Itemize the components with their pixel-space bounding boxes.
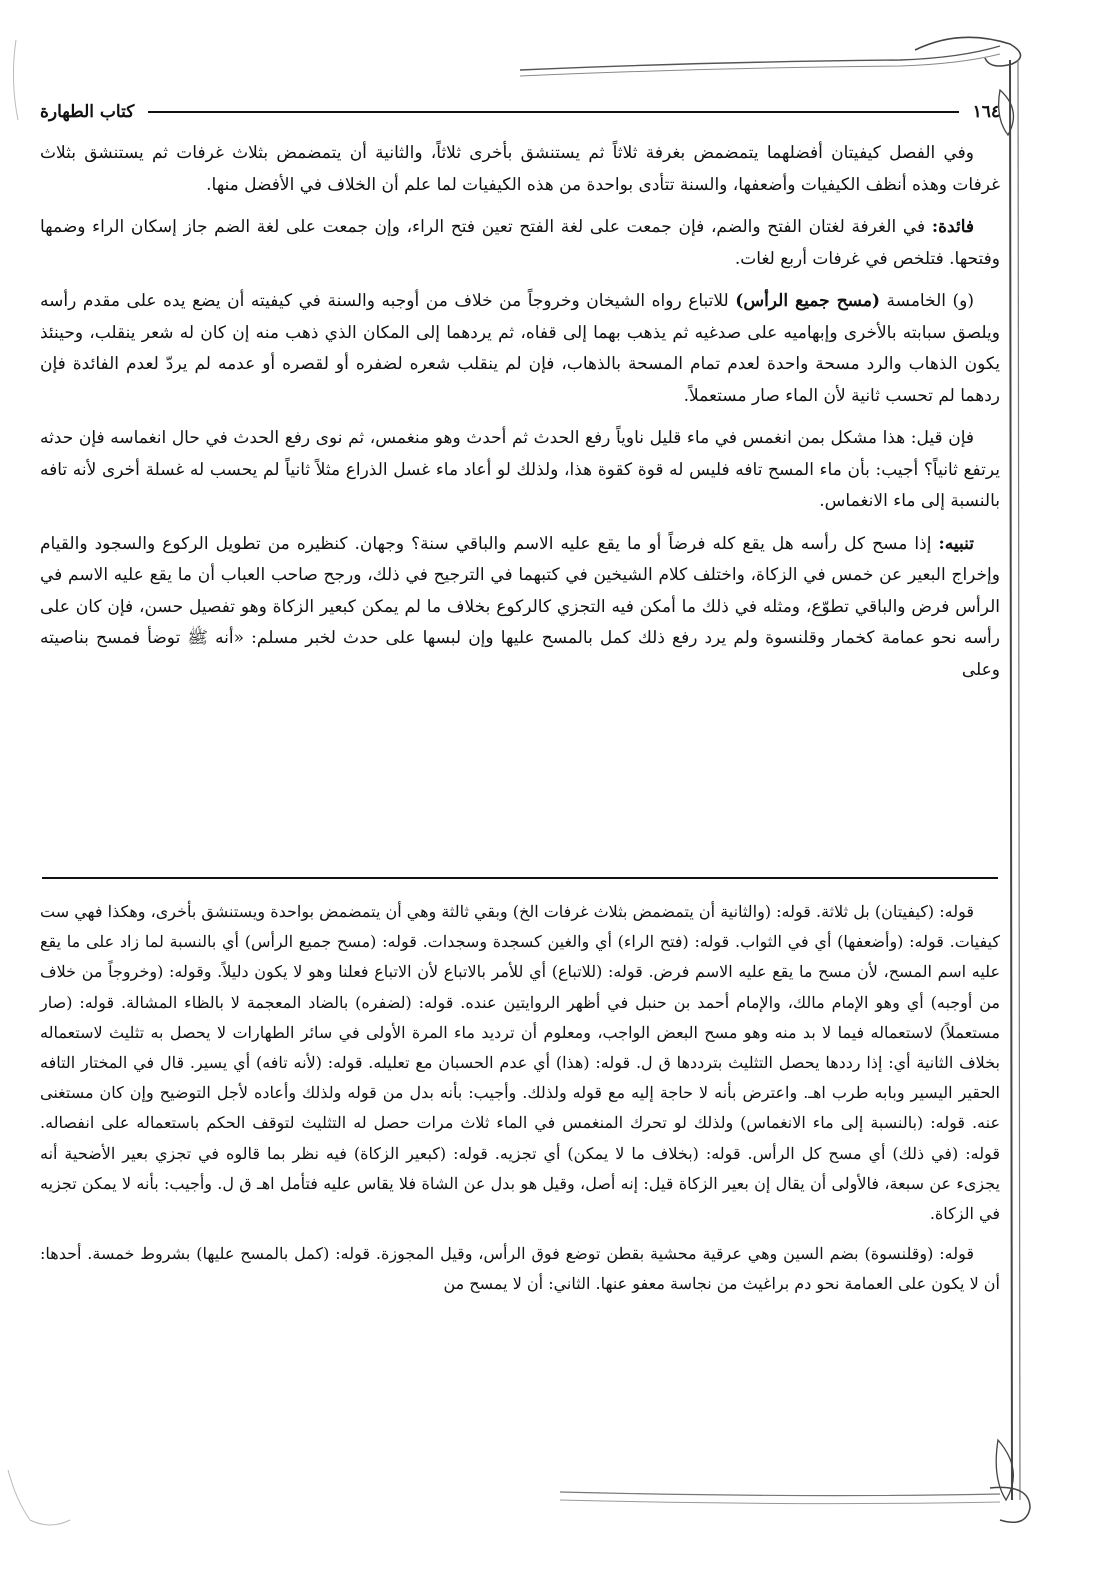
commentary-paragraph-1: قوله: (كيفيتان) بل ثلاثة. قوله: (والثانية أن يتمضمض بثلاث غرفات الخ) وبقي ثالثة وهي أن يتمضمض بواحدة ويستنشق بأخرى، وهكذا فهي ست كيفيات. قوله: (وأضعفها) أي في الثواب. قوله: (فتح الراء) أي والغين كسجدة وسجدات. قوله: (مسح جميع الرأس) أي بالنسبة لما زاد على ما يقع عليه اسم المسح، لأن مسح ما يقع عليه الاسم فرض. قوله: (للاتباع) أي للأمر بالاتباع لأن الاتباع فعلنا وهو لا يكون دليلاً. وقوله: (وخروجاً من خلاف من أوجبه) أي وهو الإمام مالك، والإمام أحمد بن حنبل في أظهر الروايتين عنده. قوله: (لضفره) بالضاد المعجمة لا بالظاء المشالة. قوله: (صار مستعملاً) لاستعماله فيما لا بد منه وهو مسح البعض الواجب، ومعلوم أن ترديد ماء المرة الأولى في سائر الطهارات لا يحصل به تثليث لاستعماله بخلاف الثانية أي: إذا رددها يحصل التثليث بترددها ق ل. قوله: (هذا) أي عدم الحسبان مع تعليله. قوله: (لأنه تافه) أي يسير. قال في المختار التافه الحقير اليسير وبابه طرب اهـ. واعترض بأنه لا حاجة إليه مع قوله ولذلك. وأجيب: بأنه بدل من قوله ولذلك وأعاده لأجل التوضيح وإن كان مستغنى عنه. قوله: (بالنسبة إلى ماء الانغماس) ولذلك لو تحرك المنغمس في الماء ثلاث مرات حصل له التثليث لتوقف الحكم باستعماله على انفصاله. قوله: (في ذلك) أي مسح كل الرأس. قوله: (بخلاف ما لا يمكن) أي تجزيه. قوله: (كبعير الزكاة) فيه نظر بما قالوه في تجزي بعير الأضحية أنه يجزىء عن سبعة، فالأولى أن يقال إن بعير الزكاة قيل: إنه أصل، وقيل هو بدل عن الشاة فلا يقاس عليه فتأمل اهـ ق ل. وأجيب: بأنه لا يمكن تجزيه في الزكاة. <box>40 902 1001 1224</box>
commentary-paragraph-2: قوله: (وقلنسوة) بضم السين وهي عرقية محشية بقطن توضع فوق الرأس، وقيل المجوزة. قوله: (كمل بالمسح عليها) بشروط خمسة. أحدها: أن لا يكون على العمامة نحو دم براغيث من نجاسة معفو عنها. الثاني: أن لا يمسح من <box>40 1244 1000 1294</box>
book-title: كتاب الطهارة <box>40 102 135 122</box>
note-label-tanbih: تنبيه: <box>938 533 975 554</box>
footnote-divider <box>42 877 998 879</box>
main-paragraph-2: فائدة: في الغرفة لغتان الفتح والضم، فإن جمعت على لغة الفتح تعين فتح الراء، وإن جمعت على لغة الضم جاز إسكان الراء وضمها وفتحها. فتلخص في غرفات أربع لغات. <box>40 217 1000 269</box>
page-number: ١٦٤ <box>972 102 1000 122</box>
page-header <box>40 100 1000 124</box>
matn-quote: (مسح جميع الرأس) <box>735 291 880 311</box>
main-paragraph-5: تنبيه: إذا مسح كل رأسه هل يقع كله فرضاً أو ما يقع عليه الاسم والباقي سنة؟ وجهان. كنظيره من تطويل الركوع والسجود والقيام وإخراج البعير عن خمس في الزكاة، واختلف كلام الشيخين في كتبهما في الترجيح في ذلك، ورجح صاحب العباب أن ما يقع عليه الاسم في الرأس فرض والباقي تطوّع، ومثله في ذلك ما أمكن فيه التجزي كالركوع بخلاف ما لم يمكن كبعير الزكاة وهو تفصيل حسن، فإن كان على رأسه نحو عمامة كخمار وقلنسوة ولم يرد رفع ذلك كمل بالمسح عليها وإن لبسها على حدث لخبر مسلم: «أنه ﷺ توضأ فمسح بناصيته وعلى <box>40 533 1000 680</box>
header-rule <box>148 111 958 113</box>
main-paragraph-3: (و) الخامسة (مسح جميع الرأس) للاتباع رواه الشيخان وخروجاً من خلاف من أوجبه والسنة في كيفيته أن يضع يده على مقدم رأسه ويلصق سبابته بالأخرى وإبهاميه على صدغيه ثم يذهب بهما إلى قفاه، ثم يردهما إلى المكان الذي ذهب منه إن كان له شعر ينقلب، وحينئذ يكون الذهاب والرد مسحة واحدة لعدم تمام المسحة بالذهاب، فإن لم ينقلب شعره لضفره أو لقصره أو عدمه لم يردّ لعدم الفائدة فإن ردهما لم تحسب ثانية لأن الماء صار مستعملاً. <box>40 291 1000 406</box>
note-label-faida: فائدة: <box>931 217 975 237</box>
main-paragraph-4: فإن قيل: هذا مشكل بمن انغمس في ماء قليل ناوياً رفع الحدث ثم أحدث وهو منغمس، ثم نوى رفع الحدث في حال انغماسه فإن حدثه يرتفع ثانياً؟ أجيب: بأن ماء المسح تافه فليس له قوة كقوة هذا، ولذلك لو أعاد ماء غسل الذراع مثلاً ثانياً لم يحسب له غسلة أخرى لأنه تافه بالنسبة إلى ماء الانغماس. <box>40 428 1000 511</box>
main-text <box>40 138 1000 868</box>
commentary-notes <box>40 897 1000 1507</box>
main-paragraph-1: وفي الفصل كيفيتان أفضلهما يتمضمض بغرفة ثلاثاً ثم يستنشق بأخرى ثلاثاً، والثانية أن يتمضمض بثلاث غرفات ثم يستنشق بثلاث غرفات وهذه أنظف الكيفيات وأضعفها، والسنة تتأدى بواحدة من هذه الكيفيات لما علم أن الخلاف في الأفضل منها. <box>40 143 1000 195</box>
